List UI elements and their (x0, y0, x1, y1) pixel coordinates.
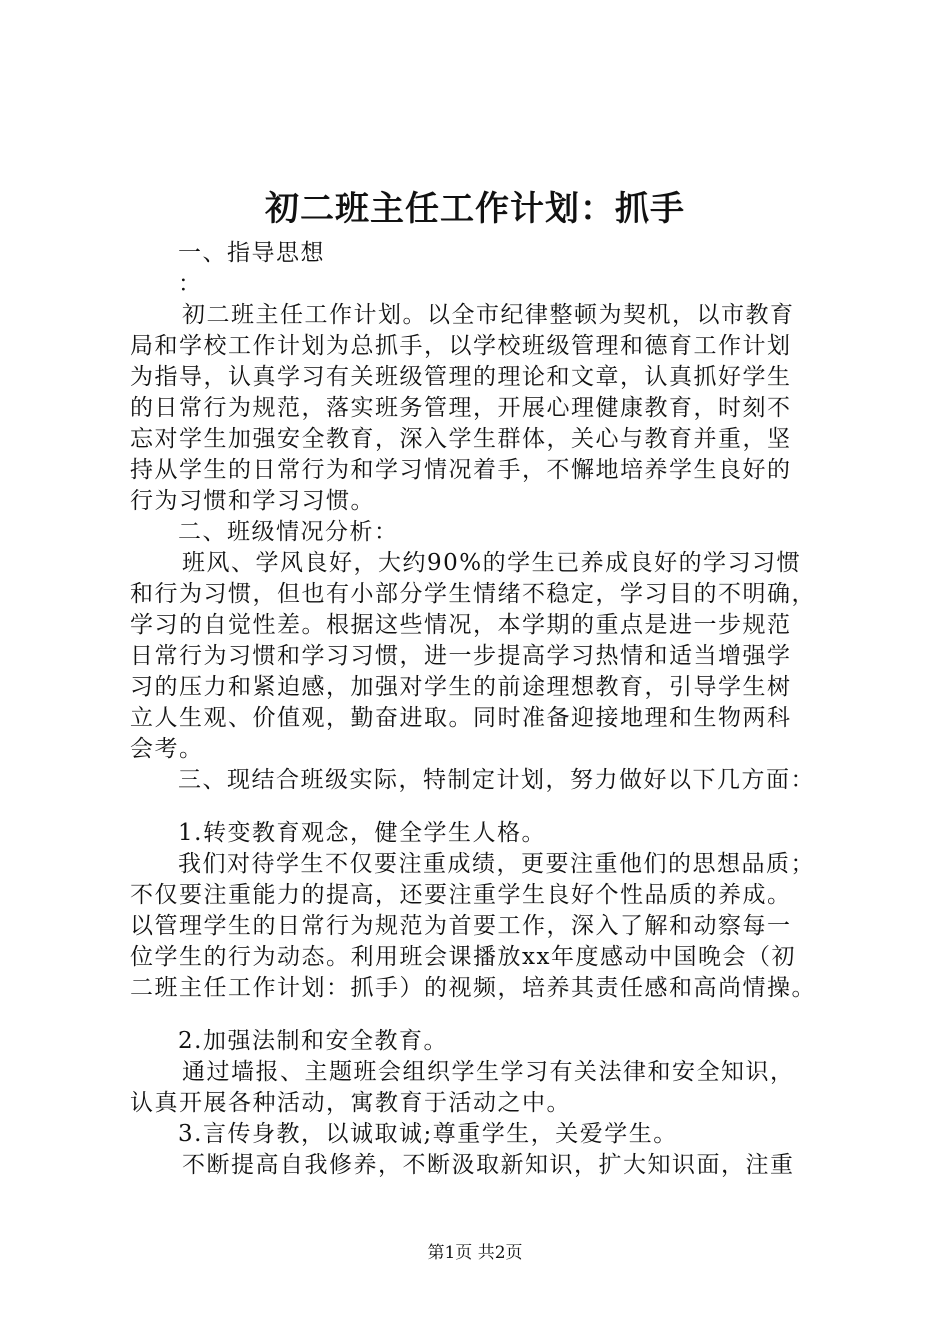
text-line: 行为习惯和学习习惯。 (130, 488, 375, 514)
text-line: 日常行为习惯和学习习惯，进一步提高学习热情和适当增强学 (130, 643, 792, 669)
text-line: 二班主任工作计划：抓手）的视频，培养其责任感和高尚情操。 (130, 975, 816, 1001)
text-line: 和行为习惯，但也有小部分学生情绪不稳定，学习目的不明确， (130, 581, 816, 607)
text-line: 忘对学生加强安全教育，深入学生群体，关心与教育并重，坚 (130, 426, 792, 452)
subsection-heading: 3.言传身教，以诚取诚;尊重学生，关爱学生。 (178, 1121, 678, 1147)
text-line: 习的压力和紧迫感，加强对学生的前途理想教育，引导学生树 (130, 674, 792, 700)
document-title: 初二班主任工作计划：抓手 (265, 189, 685, 229)
text-line: 初二班主任工作计划。以全市纪律整顿为契机，以市教育 (182, 302, 795, 328)
text-line: 学习的自觉性差。根据这些情况，本学期的重点是进一步规范 (130, 612, 792, 638)
page-footer: 第1页 共2页 (427, 1243, 523, 1263)
text-line: 我们对待学生不仅要注重成绩，更要注重他们的思想品质； (178, 851, 815, 877)
text-line: 班风、学风良好，大约90%的学生已养成良好的学习习惯 (182, 550, 802, 576)
text-line: 位学生的行为动态。利用班会课播放xx年度感动中国晚会（初 (130, 944, 796, 970)
text-line: 为指导，认真学习有关班级管理的理论和文章，认真抓好学生 (130, 364, 792, 390)
text-line: 立人生观、价值观，勤奋进取。同时准备迎接地理和生物两科 (130, 705, 792, 731)
subsection-heading: 2.加强法制和安全教育。 (178, 1028, 448, 1054)
text-line: 局和学校工作计划为总抓手，以学校班级管理和德育工作计划 (130, 333, 792, 359)
text-line: 不仅要注重能力的提高，还要注重学生良好个性品质的养成。 (130, 882, 792, 908)
text-line: 会考。 (130, 736, 204, 762)
section-heading: 二、班级情况分析： (178, 519, 399, 545)
section-heading: 一、指导思想 (178, 240, 325, 266)
text-line: 以管理学生的日常行为规范为首要工作，深入了解和动察每一 (130, 913, 792, 939)
text-line: ： (178, 271, 203, 297)
document-body (130, 238, 830, 1181)
text-line: 通过墙报、主题班会组织学生学习有关法律和安全知识， (182, 1059, 795, 1085)
paragraph-gap (130, 1004, 830, 1026)
text-line: 的日常行为规范，落实班务管理，开展心理健康教育，时刻不 (130, 395, 792, 421)
text-line: 认真开展各种活动，寓教育于活动之中。 (130, 1090, 571, 1116)
section-heading: 三、现结合班级实际，特制定计划，努力做好以下几方面： (178, 767, 815, 793)
paragraph-gap (130, 796, 830, 818)
text-line: 持从学生的日常行为和学习情况着手，不懈地培养学生良好的 (130, 457, 792, 483)
text-line: 不断提高自我修养，不断汲取新知识，扩大知识面，注重 (182, 1152, 795, 1178)
subsection-heading: 1.转变教育观念，健全学生人格。 (178, 820, 546, 846)
